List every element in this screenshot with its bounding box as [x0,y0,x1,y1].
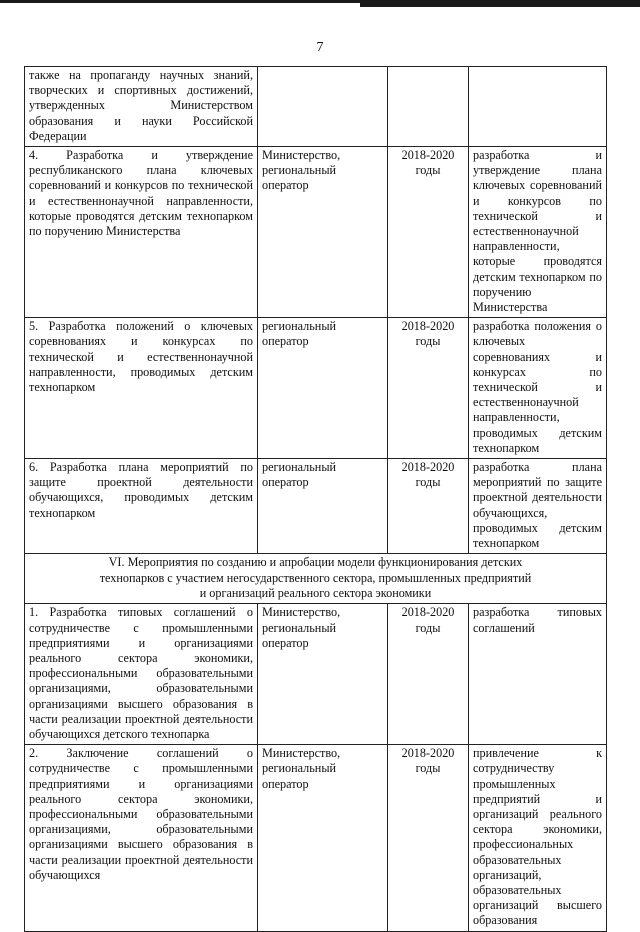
executor-cell: Министерство, региональный оператор [258,147,388,318]
table-row [25,318,607,459]
section-heading-line: VI. Мероприятия по созданию и апробации модели функционирования детских [108,555,523,570]
section-heading-row [25,554,607,604]
executor-cell [258,67,388,147]
section-heading-line: технопарков с участием негосударственного сектора, промышленных предприятий [99,570,532,585]
result-cell: разработка типовых соглашений [469,604,607,745]
activity-cell: 4. Разработка и утверждение республиканского плана ключевых соревнований и конкурсов по технической и естественнонаучной направленности, которые проводятся детским технопарком по поручению Министерства [25,147,258,318]
activity-cell: 5. Разработка положений о ключевых соревнованиях и конкурсах по технической и естественнонаучной направленности, проводимых детским технопарком [25,318,258,459]
section-heading [25,554,607,604]
scan-top-border [0,0,640,12]
result-cell: разработка и утверждение плана ключевых соревнований и конкурсов по технической и естественнонаучной направленности, которые проводятся детским технопарком по поручению Министерства [469,147,607,318]
activity-cell: 6. Разработка плана мероприятий по защите проектной деятельности обучающихся, проводимых детским технопарком [25,459,258,554]
activity-cell: 2. Заключение соглашений о сотрудничестве с промышленными предприятиями и организациями реального сектора экономики, профессиональными образовательными организациями, образовательными организациями высшего образования в части реализации проектной деятельности обучающихся [25,745,258,931]
activity-cell: также на пропаганду научных знаний, творческих и спортивных достижений, утвержденных Министерством образования и науки Российской Федерации [25,67,258,147]
executor-cell: региональный оператор [258,318,388,459]
term-cell: 2018-2020 годы [388,459,469,554]
term-cell: 2018-2020 годы [388,147,469,318]
result-cell: разработка положения о ключевых соревнованиях и конкурсах по технической и естественнонаучной направленности, проводимых детским технопарком [469,318,607,459]
executor-cell: Министерство, региональный оператор [258,604,388,745]
term-cell [388,67,469,147]
result-cell [469,67,607,147]
section-heading-line: и организаций реального сектора экономики [199,585,432,600]
page-number: 7 [316,40,324,55]
table-row [25,67,607,147]
result-cell: разработка плана мероприятий по защите проектной деятельности обучающихся, проводимых детским технопарком [469,459,607,554]
activities-table [24,66,607,932]
executor-cell: региональный оператор [258,459,388,554]
activity-cell: 1. Разработка типовых соглашений о сотрудничестве с промышленными предприятиями и организациями реального сектора экономики, профессиональными образовательными организациями, образовательными организациями высшего образования в части реализации проектной деятельности обучающихся детского технопарка [25,604,258,745]
term-cell: 2018-2020 годы [388,318,469,459]
result-cell: привлечение к сотрудничеству промышленных предприятий и организаций реального сектора экономики, профессиональных образовательных организаций, образовательных организаций высшего образования [469,745,607,931]
term-cell: 2018-2020 годы [388,604,469,745]
table-row [25,147,607,318]
table-row [25,459,607,554]
table-row [25,604,607,745]
table-row [25,745,607,931]
executor-cell: Министерство, региональный оператор [258,745,388,931]
term-cell: 2018-2020 годы [388,745,469,931]
